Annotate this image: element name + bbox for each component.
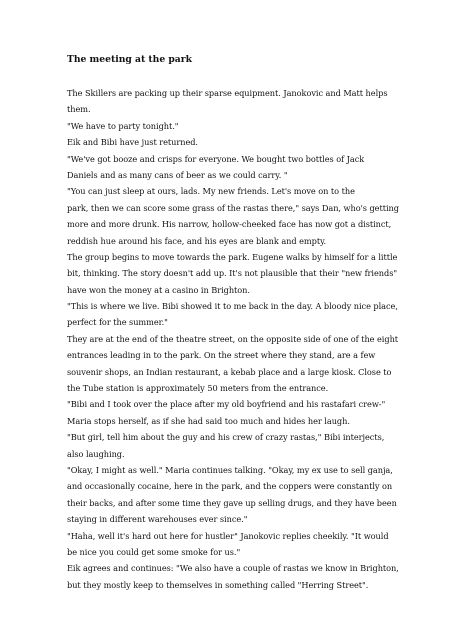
text-line: staying in different warehouses ever since." (67, 514, 248, 525)
text-line: them. (67, 104, 91, 115)
text-line: "Okay, I might as well." Maria continues talking. "Okay, my ex use to sell ganja, (67, 464, 393, 475)
text-line: "This is where we live. Bibi showed it to me back in the day. A bloody nice place, (67, 301, 398, 312)
text-line: The Skillers are packing up their sparse equipment. Janokovic and Matt helps (67, 88, 388, 98)
text-line: "Haha, well it's hard out here for hustler" Janokovic replies cheekily. "It would (67, 530, 389, 541)
text-line: more and more drunk. His narrow, hollow-cheeked face has now got a distinct, (67, 219, 392, 230)
text-line: "You can just sleep at ours, lads. My new friends. Let's move on to the (67, 186, 355, 197)
text-line: "We've got booze and crisps for everyone. We bought two bottles of Jack (67, 153, 365, 164)
text-line: Maria stops herself, as if she had said too much and hides her laugh. (67, 415, 350, 426)
text-line: "We have to party tonight." (67, 120, 179, 131)
text-line: Eik agrees and continues: "We also have a couple of rastas we know in Brighton, (67, 563, 399, 574)
text-line: They are at the end of the theatre street, on the opposite side of one of the eight (67, 333, 399, 344)
text-line: perfect for the summer." (67, 317, 168, 328)
text-line: and occasionally cocaine, here in the park, and the coppers were constantly on (67, 481, 393, 492)
document-title: The meeting at the park (67, 54, 192, 65)
document-text (67, 85, 397, 593)
text-line: their backs, and after some time they gave up selling drugs, and they have been (67, 497, 397, 508)
text-line: Eik and Bibi have just returned. (67, 137, 198, 148)
text-line: entrances leading in to the park. On the street where they stand, are a few (67, 350, 376, 361)
text-line: bit, thinking. The story doesn't add up. It's not plausible that their "new friends" (67, 268, 398, 279)
document-body (67, 53, 397, 593)
text-line: "But girl, tell him about the guy and his crew of crazy rastas," Bibi interjects, (67, 432, 385, 443)
text-line: have won the money at a casino in Brighton. (67, 284, 250, 295)
text-line: "Bibi and I took over the place after my old boyfriend and his rastafari crew-" (67, 399, 386, 410)
text-line: also laughing. (67, 448, 125, 459)
text-line: park, then we can score some grass of the rastas there," says Dan, who's getting (67, 202, 399, 213)
text-line: be nice you could get some smoke for us." (67, 546, 241, 557)
text-line: reddish hue around his face, and his eyes are blank and empty. (67, 235, 327, 246)
text-line: Daniels and as many cans of beer as we could carry. " (67, 169, 288, 180)
text-line: The group begins to move towards the park. Eugene walks by himself for a little (67, 251, 398, 262)
text-line: but they mostly keep to themselves in something called "Herring Street". (67, 579, 369, 590)
text-line: souvenir shops, an Indian restaurant, a kebab place and a large kiosk. Close to (67, 366, 392, 377)
text-line: the Tube station is approximately 50 meters from the entrance. (67, 383, 329, 394)
